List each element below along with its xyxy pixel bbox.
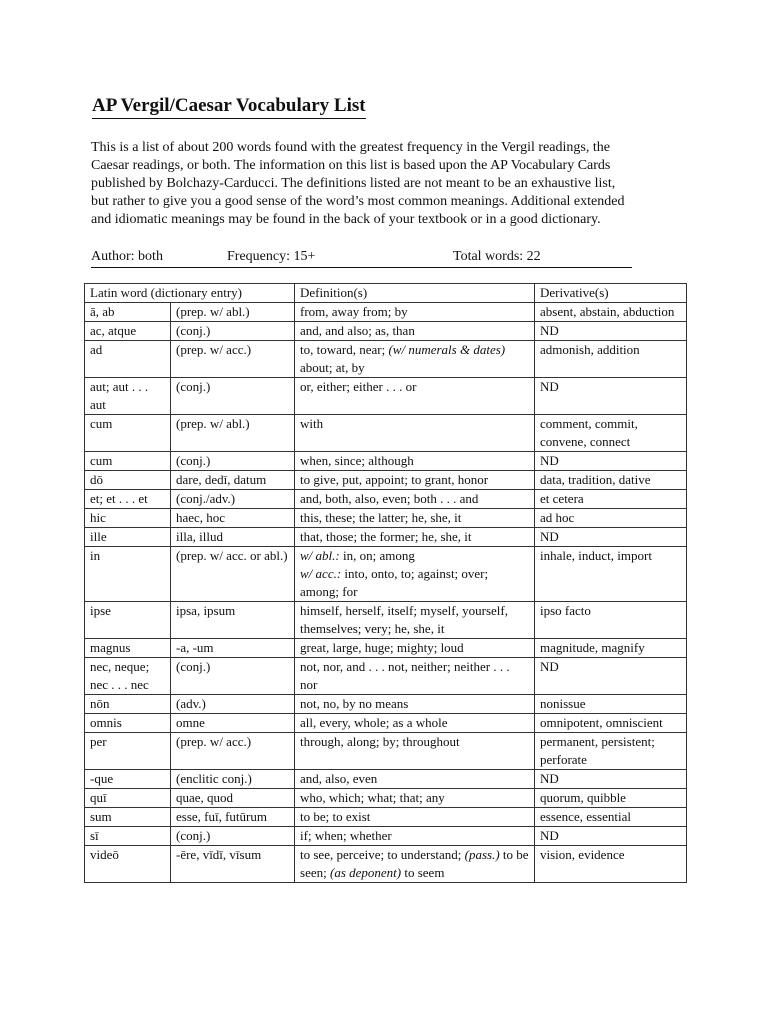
dictionary-entry-cell: (prep. w/ abl.) <box>171 303 295 322</box>
table-row <box>85 602 687 639</box>
definition-text: about; at, by <box>300 360 365 375</box>
dictionary-entry-cell: -a, -um <box>171 639 295 658</box>
table-row <box>85 714 687 733</box>
derivative-cell: nonissue <box>535 695 687 714</box>
definition-text: great, large, huge; mighty; loud <box>300 640 464 655</box>
definition-usage-note: (w/ numerals & dates) <box>388 342 506 357</box>
derivative-cell: essence, essential <box>535 808 687 827</box>
definition-text: when, since; although <box>300 453 414 468</box>
derivative-cell: inhale, induct, import <box>535 547 687 602</box>
definition-text: into, onto, to; against; over; among; for <box>300 566 489 599</box>
dictionary-entry-cell: (conj./adv.) <box>171 490 295 509</box>
table-row <box>85 789 687 808</box>
intro-line: Caesar readings, or both. The information on this list is based upon the AP Vocabulary Cards <box>91 158 611 173</box>
table-row <box>85 695 687 714</box>
dictionary-entry-cell: (conj.) <box>171 658 295 695</box>
derivative-cell: ND <box>535 658 687 695</box>
latin-word-cell: ille <box>85 528 171 547</box>
latin-word-cell: sum <box>85 808 171 827</box>
table-row <box>85 378 687 415</box>
list-meta <box>91 249 632 268</box>
definition-text: and, and also; as, than <box>300 323 415 338</box>
dictionary-entry-cell: quae, quod <box>171 789 295 808</box>
definition-cell <box>295 827 535 846</box>
table-row <box>85 509 687 528</box>
table-row <box>85 303 687 322</box>
definition-text: with <box>300 416 324 431</box>
derivative-cell: comment, commit, convene, connect <box>535 415 687 452</box>
dictionary-entry-cell: (conj.) <box>171 452 295 471</box>
definition-cell <box>295 602 535 639</box>
definition-cell <box>295 528 535 547</box>
intro-line: This is a list of about 200 words found with the greatest frequency in the Vergil readings, the <box>91 140 610 155</box>
latin-word-cell: in <box>85 547 171 602</box>
dictionary-entry-cell: (enclitic conj.) <box>171 770 295 789</box>
definition-cell <box>295 770 535 789</box>
dictionary-entry-cell: dare, dedī, datum <box>171 471 295 490</box>
derivative-cell: ipso facto <box>535 602 687 639</box>
latin-word-cell: dō <box>85 471 171 490</box>
dictionary-entry-cell: (prep. w/ acc.) <box>171 341 295 378</box>
definition-cell <box>295 378 535 415</box>
derivative-cell: admonish, addition <box>535 341 687 378</box>
dictionary-entry-cell: -ēre, vīdī, vīsum <box>171 846 295 883</box>
latin-word-cell: -que <box>85 770 171 789</box>
latin-word-cell: ā, ab <box>85 303 171 322</box>
definition-usage-note: (as deponent) <box>329 865 402 880</box>
dictionary-entry-cell: (conj.) <box>171 322 295 341</box>
table-row <box>85 808 687 827</box>
definition-text: all, every, whole; as a whole <box>300 715 448 730</box>
table-row <box>85 415 687 452</box>
table-row <box>85 846 687 883</box>
author-label: Author: both <box>91 249 163 264</box>
derivative-cell: ND <box>535 452 687 471</box>
latin-word-cell: per <box>85 733 171 770</box>
derivative-cell: ad hoc <box>535 509 687 528</box>
header-derivative: Derivative(s) <box>535 284 687 303</box>
table-row <box>85 658 687 695</box>
table-body <box>85 303 687 883</box>
derivative-cell: ND <box>535 378 687 415</box>
latin-word-cell: videō <box>85 846 171 883</box>
definition-cell <box>295 658 535 695</box>
table-row <box>85 770 687 789</box>
latin-word-cell: nōn <box>85 695 171 714</box>
header-definition: Definition(s) <box>295 284 535 303</box>
definition-text: if; when; whether <box>300 828 392 843</box>
definition-text: to be; to exist <box>300 809 371 824</box>
latin-word-cell: quī <box>85 789 171 808</box>
latin-word-cell: omnis <box>85 714 171 733</box>
definition-cell <box>295 471 535 490</box>
definition-text: to seem <box>401 865 445 880</box>
latin-word-cell: hic <box>85 509 171 528</box>
table-row <box>85 490 687 509</box>
table-row <box>85 471 687 490</box>
latin-word-cell: nec, neque; nec . . . nec <box>85 658 171 695</box>
definition-cell <box>295 714 535 733</box>
latin-word-cell: ipse <box>85 602 171 639</box>
definition-text: this, these; the latter; he, she, it <box>300 510 462 525</box>
dictionary-entry-cell: illa, illud <box>171 528 295 547</box>
intro-line: published by Bolchazy-Carducci. The definitions listed are not meant to be an exhaustive list, <box>91 176 616 191</box>
table-row <box>85 733 687 770</box>
definition-text: or, either; either . . . or <box>300 379 417 394</box>
total-words-label: Total words: 22 <box>453 249 541 264</box>
latin-word-cell: cum <box>85 415 171 452</box>
table-row <box>85 528 687 547</box>
definition-cell <box>295 695 535 714</box>
definition-cell <box>295 322 535 341</box>
derivative-cell: absent, abstain, abduction <box>535 303 687 322</box>
definition-text: not, no, by no means <box>300 696 409 711</box>
latin-word-cell: magnus <box>85 639 171 658</box>
definition-cell <box>295 303 535 322</box>
derivative-cell: magnitude, magnify <box>535 639 687 658</box>
table-row <box>85 322 687 341</box>
latin-word-cell: et; et . . . et <box>85 490 171 509</box>
dictionary-entry-cell: (conj.) <box>171 378 295 415</box>
definition-text: to give, put, appoint; to grant, honor <box>300 472 489 487</box>
derivative-cell: data, tradition, dative <box>535 471 687 490</box>
definition-text: himself, herself, itself; myself, yourself, themselves; very; he, she, it <box>300 603 508 636</box>
definition-cell <box>295 808 535 827</box>
dictionary-entry-cell: (prep. w/ acc.) <box>171 733 295 770</box>
latin-word-cell: ac, atque <box>85 322 171 341</box>
dictionary-entry-cell: (prep. w/ abl.) <box>171 415 295 452</box>
definition-usage-note: w/ abl.: <box>300 548 340 563</box>
vocabulary-table <box>84 283 687 883</box>
definition-usage-note: w/ acc.: <box>300 566 342 581</box>
definition-cell <box>295 509 535 528</box>
table-row <box>85 341 687 378</box>
definition-cell <box>295 789 535 808</box>
intro-line: and idiomatic meanings may be found in the back of your textbook or in a good dictionary. <box>91 212 601 227</box>
definition-cell <box>295 733 535 770</box>
dictionary-entry-cell: (conj.) <box>171 827 295 846</box>
intro-paragraph <box>91 139 691 229</box>
derivative-cell: vision, evidence <box>535 846 687 883</box>
definition-cell <box>295 547 535 602</box>
derivative-cell: ND <box>535 528 687 547</box>
latin-word-cell: aut; aut . . . aut <box>85 378 171 415</box>
derivative-cell: ND <box>535 827 687 846</box>
dictionary-entry-cell: (prep. w/ acc. or abl.) <box>171 547 295 602</box>
definition-usage-note: (pass.) <box>464 847 500 862</box>
table-row <box>85 547 687 602</box>
frequency-label: Frequency: 15+ <box>227 249 316 264</box>
derivative-cell: permanent, persistent; perforate <box>535 733 687 770</box>
table-row <box>85 452 687 471</box>
dictionary-entry-cell: (adv.) <box>171 695 295 714</box>
definition-text: who, which; what; that; any <box>300 790 445 805</box>
dictionary-entry-cell: esse, fuī, futūrum <box>171 808 295 827</box>
table-row <box>85 827 687 846</box>
intro-line: but rather to give you a good sense of the word’s most common meanings. Additional extended <box>91 194 625 209</box>
definition-cell <box>295 846 535 883</box>
definition-text: to be seen; <box>300 847 529 880</box>
dictionary-entry-cell: ipsa, ipsum <box>171 602 295 639</box>
latin-word-cell: sī <box>85 827 171 846</box>
dictionary-entry-cell: omne <box>171 714 295 733</box>
definition-text: to, toward, near; <box>300 342 389 357</box>
definition-text: to see, perceive; to understand; <box>300 847 465 862</box>
definition-text: through, along; by; throughout <box>300 734 460 749</box>
table-row <box>85 639 687 658</box>
page-title: AP Vergil/Caesar Vocabulary List <box>92 95 366 119</box>
definition-text: in, on; among <box>339 548 415 563</box>
latin-word-cell: cum <box>85 452 171 471</box>
header-latin-word: Latin word (dictionary entry) <box>85 284 295 303</box>
definition-cell <box>295 490 535 509</box>
derivative-cell: et cetera <box>535 490 687 509</box>
definition-cell <box>295 415 535 452</box>
derivative-cell: ND <box>535 322 687 341</box>
derivative-cell: quorum, quibble <box>535 789 687 808</box>
derivative-cell: omnipotent, omniscient <box>535 714 687 733</box>
definition-text: and, both, also, even; both . . . and <box>300 491 479 506</box>
dictionary-entry-cell: haec, hoc <box>171 509 295 528</box>
definition-text: not, nor, and . . . not, neither; neither . . . nor <box>300 659 510 692</box>
definition-text: that, those; the former; he, she, it <box>300 529 472 544</box>
table-header-row <box>85 284 687 303</box>
definition-text: and, also, even <box>300 771 378 786</box>
definition-cell <box>295 341 535 378</box>
derivative-cell: ND <box>535 770 687 789</box>
definition-text: from, away from; by <box>300 304 408 319</box>
definition-cell <box>295 452 535 471</box>
definition-cell <box>295 639 535 658</box>
latin-word-cell: ad <box>85 341 171 378</box>
